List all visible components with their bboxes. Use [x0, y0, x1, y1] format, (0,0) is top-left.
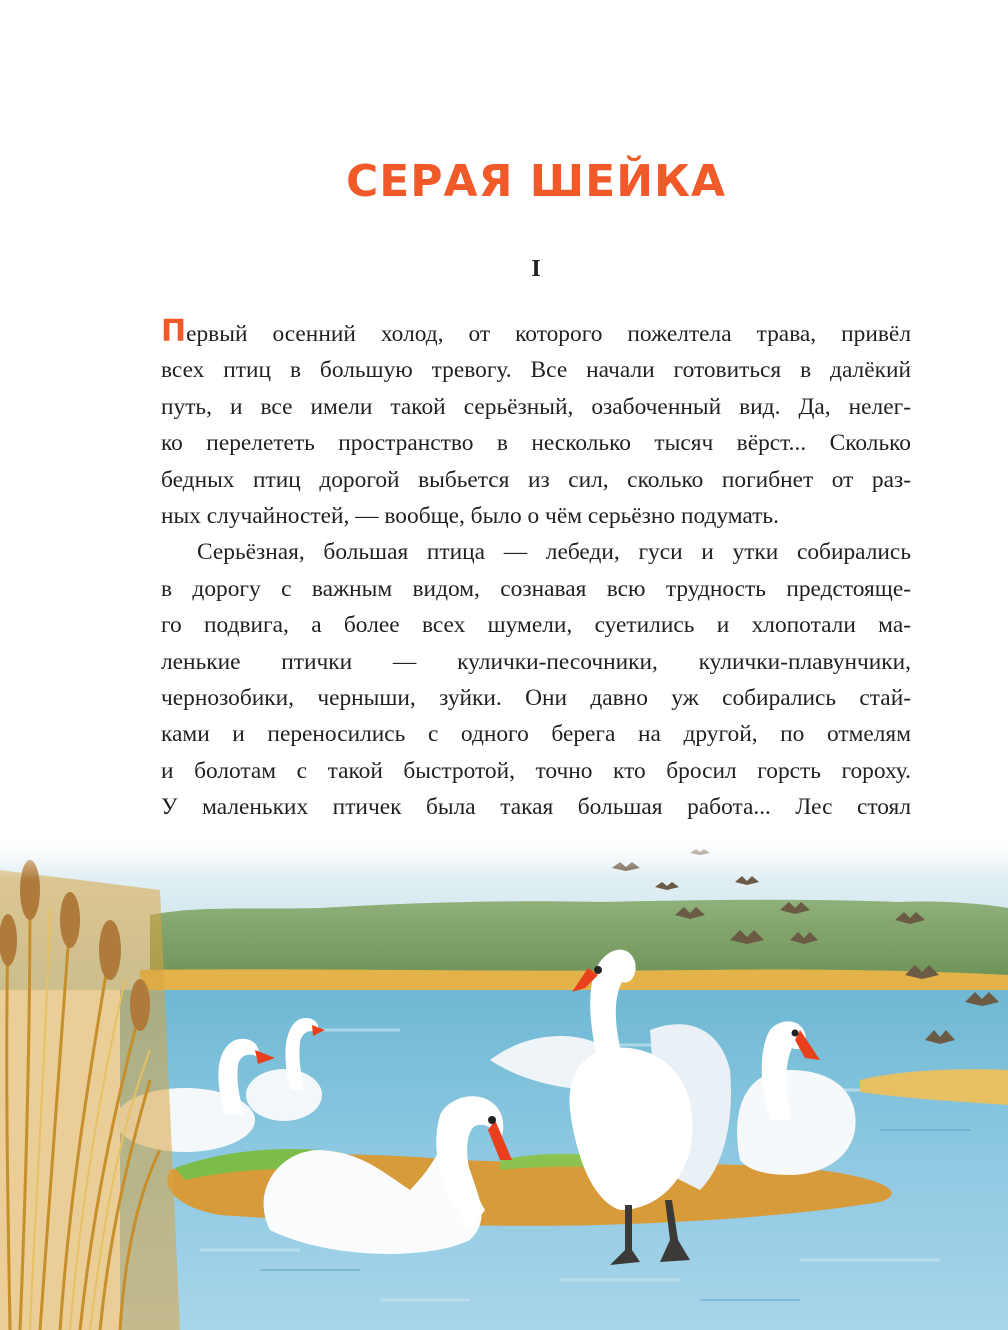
text-line-6: ных случайностей, — вообще, было о чём серьёзно подумать. [161, 502, 779, 529]
text-line-1-rest: ервый осенний холод, от которого пожелтела трава, привёл [186, 321, 911, 347]
chapter-number: I [531, 256, 541, 282]
story-text [161, 316, 911, 825]
text-line-12: ками и переносились с одного берега на другой, по отмелям [161, 721, 911, 748]
forest-band [150, 900, 1008, 980]
illustration-scene [0, 830, 1008, 1330]
text-line-4: ко перелететь пространство в несколько тысяч вёрст... Сколько [161, 430, 911, 457]
text-line-8: в дорогу с важным видом, сознавая всю трудность предстояще- [161, 575, 911, 602]
text-line-10: ленькие птички — кулички-песочники, кулички-плавунчики, [161, 648, 911, 675]
lake-swans-illustration [0, 830, 1008, 1330]
text-line-1 [161, 316, 911, 352]
drop-cap: П [161, 314, 187, 349]
reeds [0, 860, 180, 1330]
text-line-3: путь, и все имели такой серьёзный, озабоченный вид. Да, нелег- [161, 393, 911, 420]
story-title: СЕРАЯ ШЕЙКА [345, 156, 727, 207]
text-line-13: и болотам с такой быстротой, точно кто бросил горсть гороху. [161, 757, 911, 784]
text-line-2: всех птиц в большую тревогу. Все начали готовиться в далёкий [161, 357, 911, 384]
text-line-9: го подвига, а более всех шумели, суетились и хлопотали ма- [161, 612, 911, 639]
text-line-7: Серьёзная, большая птица — лебеди, гуси и утки собирались [197, 539, 911, 566]
text-line-11: чернозобики, черныши, зуйки. Они давно уж собирались стай- [161, 684, 911, 711]
text-line-5: бедных птиц дорогой выбьется из сил, сколько погибнет от раз- [161, 466, 911, 493]
text-line-14: У маленьких птичек была такая большая работа... Лес стоял [161, 794, 911, 821]
